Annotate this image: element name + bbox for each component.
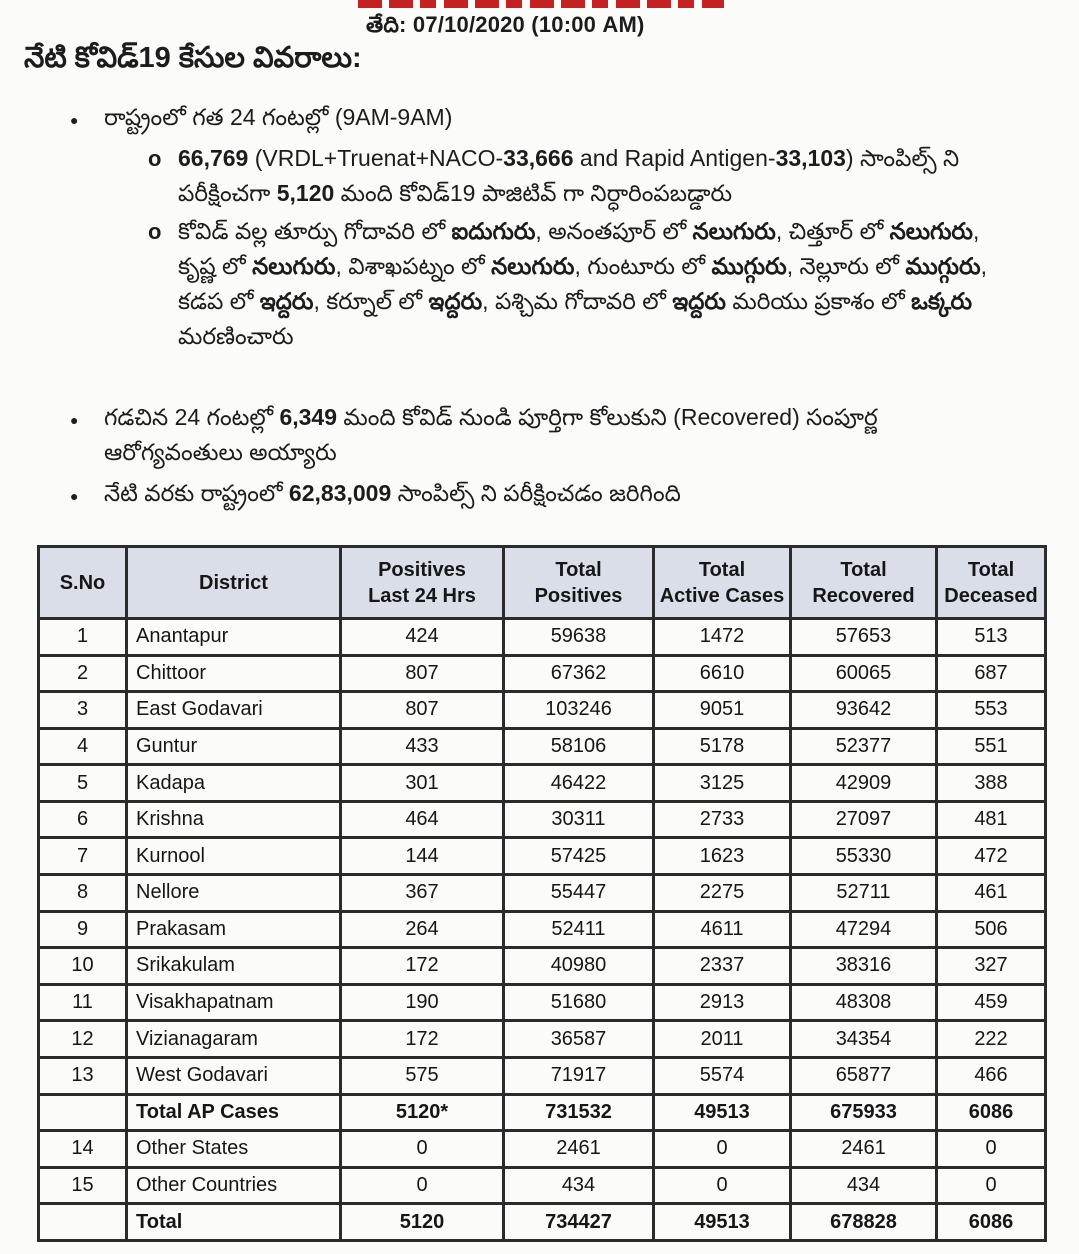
sub-bullet-marker-icon: o xyxy=(148,146,162,171)
table-header-row xyxy=(39,547,1046,619)
table-cell: 264 xyxy=(341,911,504,948)
table-row xyxy=(39,1167,1046,1204)
table-cell: 1 xyxy=(39,619,127,656)
column-header-line: Total xyxy=(555,558,602,581)
table-cell: Guntur xyxy=(127,728,341,765)
table-cell: 5 xyxy=(39,765,127,802)
column-header xyxy=(791,547,937,619)
table-cell: 55330 xyxy=(791,838,937,875)
table-cell: 36587 xyxy=(504,1021,654,1058)
table-cell: 67362 xyxy=(504,655,654,692)
covid-districts-table xyxy=(37,545,1047,1242)
text-segment: గడచిన 24 గంటల్లో xyxy=(104,404,280,430)
text-segment: ఐదుగురు xyxy=(451,218,536,244)
table-cell: 434 xyxy=(791,1167,937,1204)
bullet-text xyxy=(178,141,990,211)
table-cell: 59638 xyxy=(504,619,654,656)
table-row xyxy=(39,801,1046,838)
text-segment: , విశాఖపట్నం లో xyxy=(335,253,492,279)
table-cell: 807 xyxy=(341,655,504,692)
table-cell: 144 xyxy=(341,838,504,875)
table-cell: 481 xyxy=(937,801,1046,838)
table-cell: Vizianagaram xyxy=(127,1021,341,1058)
table-cell: 0 xyxy=(937,1167,1046,1204)
table-cell: 172 xyxy=(341,1021,504,1058)
table-cell: 6086 xyxy=(937,1094,1046,1131)
table-cell: 1472 xyxy=(654,619,791,656)
text-segment: 66,769 xyxy=(178,145,249,171)
table-cell: 27097 xyxy=(791,801,937,838)
table-cell: Anantapur xyxy=(127,619,341,656)
table-cell: 5120* xyxy=(341,1094,504,1131)
column-header-line: Active Cases xyxy=(659,584,785,607)
table-row xyxy=(39,1057,1046,1094)
table-cell: 551 xyxy=(937,728,1046,765)
table-cell: 13 xyxy=(39,1057,127,1094)
text-segment: మరణించారు xyxy=(178,323,294,349)
table-cell: 51680 xyxy=(504,984,654,1021)
text-segment: ముగ్గురు xyxy=(905,253,981,279)
table-cell: 472 xyxy=(937,838,1046,875)
table-cell: 9051 xyxy=(654,692,791,729)
column-header-line: Positives xyxy=(534,584,623,607)
table-header-row xyxy=(39,547,1046,619)
text-segment: నలుగురు xyxy=(491,253,575,279)
table-cell: 34354 xyxy=(791,1021,937,1058)
table-cell: 2461 xyxy=(504,1131,654,1168)
table-row xyxy=(39,1021,1046,1058)
text-segment: నలుగురు xyxy=(889,218,974,244)
table-cell: 4 xyxy=(39,728,127,765)
table-cell: 506 xyxy=(937,911,1046,948)
bullet-item xyxy=(70,100,990,138)
bullet-text xyxy=(104,476,990,514)
table-row xyxy=(39,838,1046,875)
table-row xyxy=(39,1094,1046,1131)
table-cell: 2011 xyxy=(654,1021,791,1058)
text-segment: రాష్ట్రంలో గత 24 గంటల్లో (9AM-9AM) xyxy=(104,104,453,130)
column-header-line: Deceased xyxy=(944,584,1038,607)
text-segment: , కృష్ణ లో xyxy=(178,218,980,279)
text-segment: ముగ్గురు xyxy=(711,253,787,279)
column-header xyxy=(654,547,791,619)
sub-bullet-item xyxy=(148,141,990,211)
table-cell: Total AP Cases xyxy=(127,1094,341,1131)
table-cell: 58106 xyxy=(504,728,654,765)
table-cell xyxy=(39,1204,127,1241)
table-cell: 42909 xyxy=(791,765,937,802)
text-segment: 62,83,009 xyxy=(288,480,392,506)
text-segment: నలుగురు xyxy=(252,253,336,279)
table-cell: 731532 xyxy=(504,1094,654,1131)
text-segment: నలుగురు xyxy=(692,218,776,244)
column-header-line: Total xyxy=(967,558,1015,581)
table-cell: 49513 xyxy=(654,1094,791,1131)
text-segment: 6,349 xyxy=(279,404,338,430)
table-cell: 461 xyxy=(937,875,1046,912)
table-cell: 7 xyxy=(39,838,127,875)
table-cell: 6086 xyxy=(937,1204,1046,1241)
cropped-red-text-fragment xyxy=(358,0,724,8)
column-header-line: Total xyxy=(840,558,887,581)
table-cell: 388 xyxy=(937,765,1046,802)
table-cell: 0 xyxy=(341,1131,504,1168)
table-cell: 10 xyxy=(39,948,127,985)
table-cell: 0 xyxy=(654,1167,791,1204)
table-cell: 424 xyxy=(341,619,504,656)
table-cell: 65877 xyxy=(791,1057,937,1094)
table-cell: 0 xyxy=(937,1131,1046,1168)
table-cell: East Godavari xyxy=(127,692,341,729)
table-row xyxy=(39,1131,1046,1168)
table-cell: 3125 xyxy=(654,765,791,802)
text-segment: , పశ్చిమ గోదావరి లో xyxy=(482,288,673,314)
table-cell: 807 xyxy=(341,692,504,729)
bullet-text xyxy=(104,400,990,470)
table-cell: Krishna xyxy=(127,801,341,838)
text-segment: , చిత్తూర్ లో xyxy=(775,218,890,244)
text-segment: నేటి వరకు రాష్ట్రంలో xyxy=(104,480,289,506)
table-row xyxy=(39,728,1046,765)
column-header xyxy=(504,547,654,619)
table-cell: 46422 xyxy=(504,765,654,802)
table-cell: 40980 xyxy=(504,948,654,985)
table-cell: Chittoor xyxy=(127,655,341,692)
column-header-line: Positives xyxy=(378,558,466,581)
bullet-item xyxy=(70,400,990,470)
table-cell: 11 xyxy=(39,984,127,1021)
table-cell: 9 xyxy=(39,911,127,948)
table-cell: 553 xyxy=(937,692,1046,729)
text-segment: 33,103 xyxy=(775,145,846,171)
bullet-marker-icon: ● xyxy=(70,412,79,428)
column-header-line: S.No xyxy=(59,571,106,594)
table-cell: 2 xyxy=(39,655,127,692)
table-cell: 466 xyxy=(937,1057,1046,1094)
table-cell: 14 xyxy=(39,1131,127,1168)
date-line: తేది: 07/10/2020 (10:00 AM) xyxy=(366,12,645,37)
table-cell: 5120 xyxy=(341,1204,504,1241)
column-header xyxy=(937,547,1046,619)
sub-bullet-item xyxy=(148,214,990,354)
table-row xyxy=(39,692,1046,729)
table-cell: Other States xyxy=(127,1131,341,1168)
table-body xyxy=(39,619,1046,1241)
table-cell: West Godavari xyxy=(127,1057,341,1094)
table-cell: 8 xyxy=(39,875,127,912)
table-cell: 5178 xyxy=(654,728,791,765)
text-segment: , నెల్లూరు లో xyxy=(786,253,906,279)
table-cell: 57425 xyxy=(504,838,654,875)
table-row xyxy=(39,655,1046,692)
text-segment: , కడప లో xyxy=(178,253,988,314)
text-segment: , గుంటూరు లో xyxy=(574,253,712,279)
table-cell: Kadapa xyxy=(127,765,341,802)
table-cell: 71917 xyxy=(504,1057,654,1094)
table-cell: 38316 xyxy=(791,948,937,985)
column-header xyxy=(341,547,504,619)
table-cell: 1623 xyxy=(654,838,791,875)
table-cell: 93642 xyxy=(791,692,937,729)
table-row xyxy=(39,948,1046,985)
text-segment: (VRDL+Truenat+NACO- xyxy=(248,145,504,171)
table-row xyxy=(39,984,1046,1021)
table-cell: 3 xyxy=(39,692,127,729)
table-cell: 52411 xyxy=(504,911,654,948)
table-cell: 30311 xyxy=(504,801,654,838)
table-cell: 190 xyxy=(341,984,504,1021)
column-header-line: District xyxy=(199,571,268,594)
table-row xyxy=(39,911,1046,948)
text-segment: ఇద్దరు xyxy=(259,288,314,314)
text-segment: ఒక్కరు xyxy=(911,288,973,314)
text-segment: మంది కోవిడ్19 పాజిటివ్ గా నిర్ధారింపబడ్డారు xyxy=(334,180,733,206)
table-cell: Other Countries xyxy=(127,1167,341,1204)
table-cell: Total xyxy=(127,1204,341,1241)
text-segment: ఇద్దరు xyxy=(428,288,483,314)
text-segment: కోవిడ్ వల్ల తూర్పు గోదావరి లో xyxy=(178,218,452,244)
column-header xyxy=(127,547,341,619)
table-cell: 60065 xyxy=(791,655,937,692)
text-segment: 5,120 xyxy=(276,180,335,206)
column-header-line: Total xyxy=(698,558,746,581)
page-title: నేటి కోవిడ్19 కేసుల వివరాలు: xyxy=(24,42,362,74)
sub-bullet-marker-icon: o xyxy=(148,219,162,244)
table-cell: 49513 xyxy=(654,1204,791,1241)
table-row xyxy=(39,875,1046,912)
table-cell: 6 xyxy=(39,801,127,838)
table-cell: Kurnool xyxy=(127,838,341,875)
table-cell: 2461 xyxy=(791,1131,937,1168)
table-cell: 513 xyxy=(937,619,1046,656)
table-cell: 48308 xyxy=(791,984,937,1021)
text-segment: and Rapid Antigen- xyxy=(573,145,776,171)
table-cell: Nellore xyxy=(127,875,341,912)
table-cell: Prakasam xyxy=(127,911,341,948)
text-segment: , అనంతపూర్ లో xyxy=(535,218,693,244)
table-cell: 12 xyxy=(39,1021,127,1058)
table-cell: 2275 xyxy=(654,875,791,912)
table-cell: Visakhapatnam xyxy=(127,984,341,1021)
bullet-marker-icon: ● xyxy=(70,488,79,504)
text-segment: ఇద్దరు xyxy=(672,288,727,314)
text-segment: 33,666 xyxy=(503,145,574,171)
table-cell: 687 xyxy=(937,655,1046,692)
bullet-text xyxy=(178,214,990,354)
bullet-item xyxy=(70,476,990,514)
table-cell: 327 xyxy=(937,948,1046,985)
table-cell: 55447 xyxy=(504,875,654,912)
table-cell: 4611 xyxy=(654,911,791,948)
table-cell: 47294 xyxy=(791,911,937,948)
text-segment: ) సాంపిల్స్ ని పరీక్షించగా xyxy=(178,145,960,206)
table-cell: 15 xyxy=(39,1167,127,1204)
table-cell: 5574 xyxy=(654,1057,791,1094)
table-cell: 103246 xyxy=(504,692,654,729)
table-cell: 367 xyxy=(341,875,504,912)
table-cell: 464 xyxy=(341,801,504,838)
table-cell: 52377 xyxy=(791,728,937,765)
table-row xyxy=(39,1204,1046,1241)
table-cell: 675933 xyxy=(791,1094,937,1131)
table-cell: 0 xyxy=(341,1167,504,1204)
table-cell: 6610 xyxy=(654,655,791,692)
table-row xyxy=(39,619,1046,656)
table-cell: 301 xyxy=(341,765,504,802)
text-segment: మరియు ప్రకాశం లో xyxy=(726,288,912,314)
table-cell: Srikakulam xyxy=(127,948,341,985)
table-cell: 57653 xyxy=(791,619,937,656)
table-cell: 52711 xyxy=(791,875,937,912)
column-header-line: Recovered xyxy=(812,584,915,607)
column-header-line: Last 24 Hrs xyxy=(368,584,476,607)
table-cell: 2337 xyxy=(654,948,791,985)
table-cell: 459 xyxy=(937,984,1046,1021)
table-cell: 222 xyxy=(937,1021,1046,1058)
summary-bullet-list xyxy=(0,98,990,514)
table-cell: 0 xyxy=(654,1131,791,1168)
table-cell: 2913 xyxy=(654,984,791,1021)
table-cell xyxy=(39,1094,127,1131)
text-segment: మంది కోవిడ్ నుండి పూర్తిగా కోలుకుని (Recovered) సంపూర్ణ ఆరోగ్యవంతులు అయ్యారు xyxy=(104,404,878,465)
table-cell: 434 xyxy=(504,1167,654,1204)
table-cell: 575 xyxy=(341,1057,504,1094)
column-header xyxy=(39,547,127,619)
table-cell: 433 xyxy=(341,728,504,765)
table-row xyxy=(39,765,1046,802)
bullet-marker-icon: ● xyxy=(70,112,79,128)
table-cell: 2733 xyxy=(654,801,791,838)
bullet-text xyxy=(104,100,990,138)
table-cell: 734427 xyxy=(504,1204,654,1241)
table-cell: 172 xyxy=(341,948,504,985)
text-segment: సాంపిల్స్ ని పరీక్షించడం జరిగింది xyxy=(391,480,681,506)
text-segment: , కర్నూల్ లో xyxy=(313,288,429,314)
table-cell: 678828 xyxy=(791,1204,937,1241)
